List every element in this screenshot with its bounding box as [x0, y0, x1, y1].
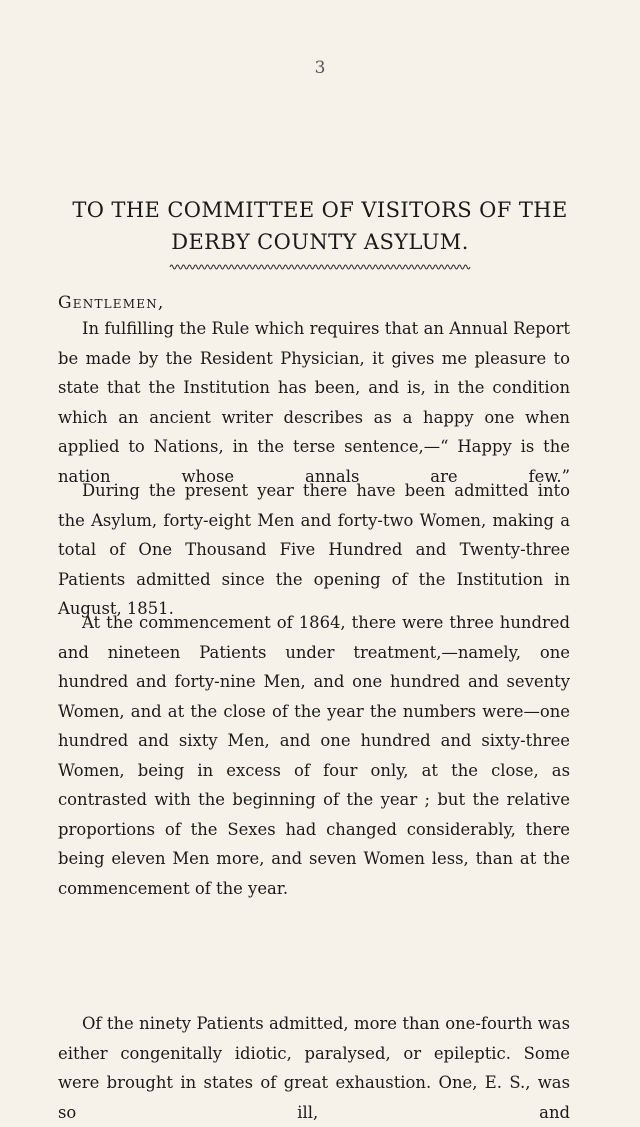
paragraph-2: During the present year there have been admitted into the Asylum, forty-eight Men and forty-two Women, making a total of One Thousand Five Hundred and Twenty-three Patients admitted since the opening of the Institution in August, 1851.: [58, 481, 570, 618]
salutation: Gentlemen,: [58, 293, 165, 313]
paragraph-1: In fulfilling the Rule which requires that an Annual Report be made by the Resident Physician, it gives me pleasure to state that the Institution has been, and is, in the condition which an ancient writer describes as a happy one when applied to Nations, in the terse sentence,—“ Happy is the nation whose annals are few.”: [58, 319, 570, 486]
page-title-line-1: TO THE COMMITTEE OF VISITORS OF THE: [72, 198, 568, 222]
paragraph-3: At the commencement of 1864, there were three hundred and nineteen Patients under treatment,—namely, one hundred and forty-nine Men, and one hundred and seventy Women, and at the close of the year the numbers were—one hundred and sixty Men, and one hundred and sixty-three Women, being in excess of four only, at the close, as contrasted with the beginning of the year ; but the relative proportions of the Sexes had changed considerably, there being eleven Men more, and seven Women less, than at the commencement of the year.: [58, 613, 570, 898]
page-number: 3: [314, 58, 326, 78]
wavy-rule-divider: [170, 262, 470, 272]
page-title-line-2: DERBY COUNTY ASYLUM.: [171, 230, 469, 254]
paragraph-4: Of the ninety Patients admitted, more than one-fourth was either congenitally idiotic, paralysed, or epileptic. Some were brought in states of great exhaustion. One, E. S., was so ill, and: [58, 1014, 570, 1122]
